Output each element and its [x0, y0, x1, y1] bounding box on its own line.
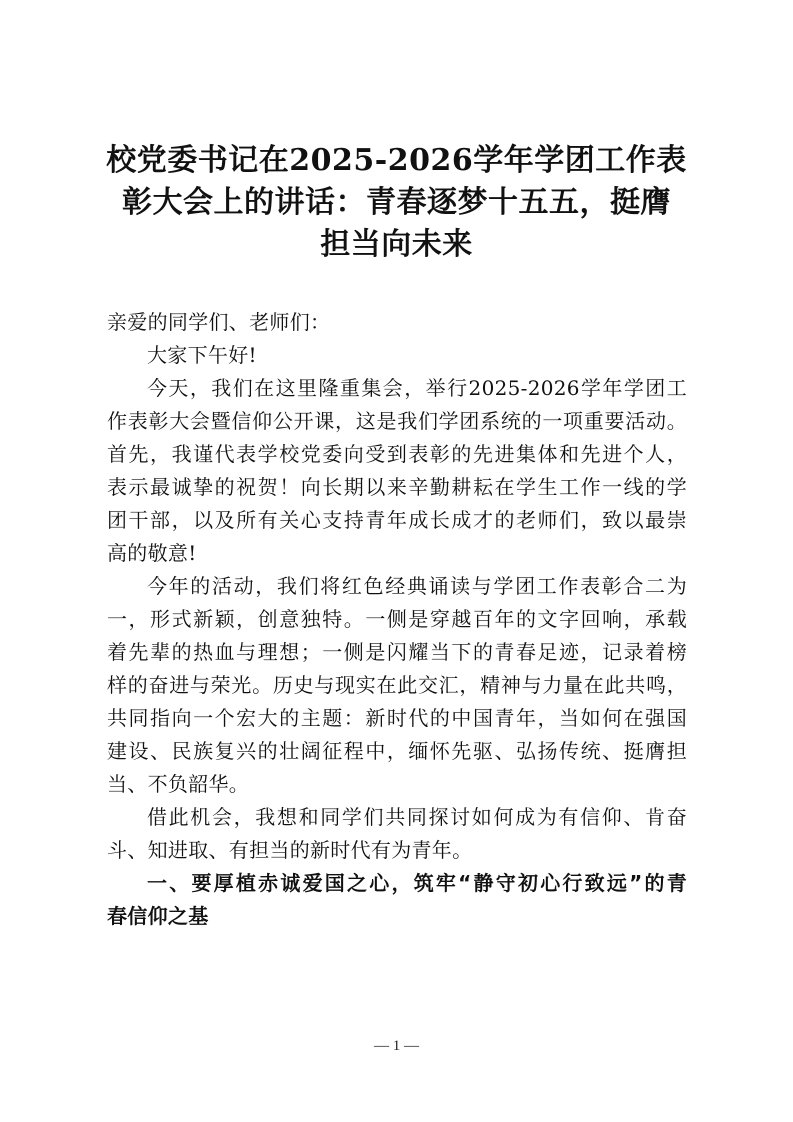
speech-title	[100, 140, 693, 266]
paragraph-line: 作表彰大会暨信仰公开课，这是我们学团系统的一项重要活动。	[107, 409, 687, 433]
paragraph-opening	[107, 372, 687, 570]
paragraph-line: 今年的活动，我们将红色经典诵读与学团工作表彰合二为	[147, 574, 687, 598]
salutation: 亲爱的同学们、老师们：	[107, 310, 331, 334]
paragraph-line: 大家下午好!	[147, 343, 257, 367]
paragraph-line: 团干部，以及所有关心支持青年成长成才的老师们，致以最崇	[107, 508, 687, 532]
paragraph-line: 借此机会，我想和同学们共同探讨如何成为有信仰、肯奋	[147, 805, 687, 829]
title-line: 彰大会上的讲话：青春逐梦十五五，挺膺	[122, 185, 671, 220]
paragraph-line: 今天，我们在这里隆重集会，举行2025-2026学年学团工	[147, 376, 687, 400]
heading-line: 春信仰之基	[107, 904, 209, 928]
page-number: — 1 —	[374, 1038, 419, 1054]
section-heading-1	[107, 867, 687, 933]
paragraph-activity	[107, 570, 687, 801]
paragraph-line: 表示最诚挚的祝贺！向长期以来辛勤耕耘在学生工作一线的学	[107, 475, 687, 499]
paragraph-line: 首先，我谨代表学校党委向受到表彰的先进集体和先进个人，	[107, 442, 687, 466]
paragraph-line: 着先辈的热血与理想；一侧是闪耀当下的青春足迹，记录着榜	[107, 640, 687, 664]
heading-line: 一、要厚植赤诚爱国之心，筑牢“静守初心行致远”的青	[147, 871, 687, 895]
paragraph-line: 样的奋进与荣光。历史与现实在此交汇，精神与力量在此共鸣，	[107, 673, 687, 697]
paragraph-line: 当、不负韶华。	[107, 772, 250, 796]
speech-body	[107, 306, 687, 933]
title-line: 校党委书记在2025-2026学年学团工作表	[106, 143, 687, 178]
paragraph-greeting	[107, 339, 687, 372]
title-line: 担当向未来	[320, 227, 473, 262]
paragraph-line: 一，形式新颖，创意独特。一侧是穿越百年的文字回响，承载	[107, 607, 687, 631]
paragraph-discussion	[107, 801, 687, 867]
paragraph-line: 高的敬意!	[107, 541, 197, 565]
paragraph-line: 斗、知进取、有担当的新时代有为青年。	[107, 838, 473, 862]
paragraph-line: 共同指向一个宏大的主题：新时代的中国青年，当如何在强国	[107, 706, 687, 730]
paragraph-line: 建设、民族复兴的壮阔征程中，缅怀先驱、弘扬传统、挺膺担	[107, 739, 687, 763]
